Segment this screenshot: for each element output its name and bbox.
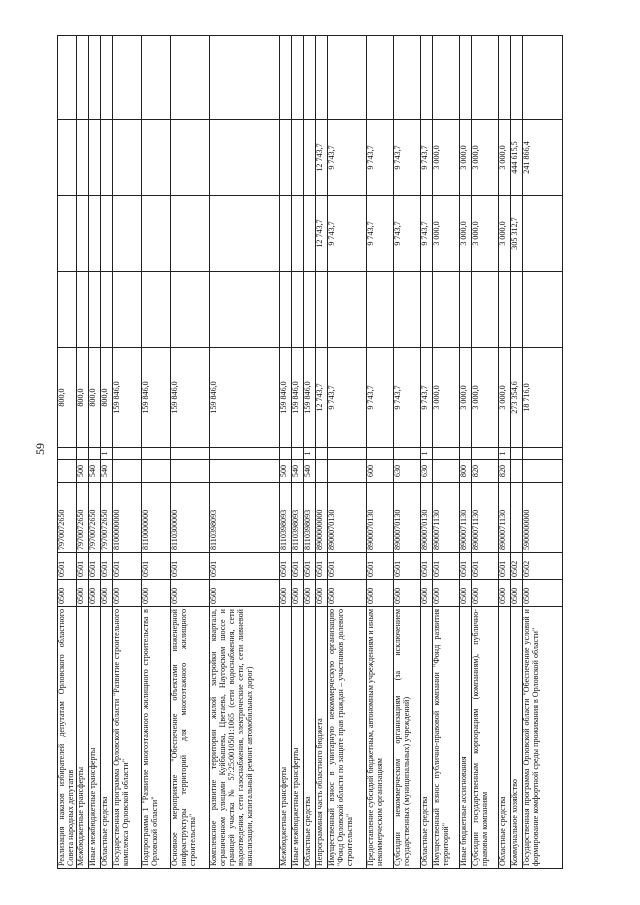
row-target-article: 7970072650 [77, 483, 89, 553]
row-subsection-code: 0501 [292, 553, 304, 580]
row-name: Областные средства [101, 607, 113, 869]
row-funding-code [77, 448, 89, 460]
row-amount-3: 305 312,7 [511, 196, 523, 272]
row-amount-4: 9 743,7 [328, 120, 367, 196]
table-row [58, 36, 77, 869]
row-amount-2 [523, 272, 563, 348]
row-amount-2 [499, 272, 511, 348]
row-amount-1: 800,0 [77, 348, 89, 448]
row-amount-3 [113, 196, 142, 272]
row-expense-type: 540 [304, 460, 316, 483]
row-amount-5 [292, 36, 304, 120]
row-amount-2 [304, 272, 316, 348]
table-row [142, 36, 171, 869]
row-amount-1: 273 354,6 [511, 348, 523, 448]
row-name: Реализация наказов избирателей депутатам Орловского областного Совета народных депутатов [58, 607, 77, 869]
row-funding-code: 1 [499, 448, 511, 460]
row-amount-5 [210, 36, 280, 120]
row-name: Непрограммная часть областного бюджета [316, 607, 328, 869]
row-expense-type: 600 [367, 460, 394, 483]
rotated-table-container [57, 36, 540, 869]
row-name: Межбюджетные трансферты [280, 607, 292, 869]
table-row [171, 36, 210, 869]
row-amount-1: 9 743,7 [328, 348, 367, 448]
row-amount-5 [523, 36, 563, 120]
row-section-code: 0500 [316, 580, 328, 607]
row-amount-3 [142, 196, 171, 272]
row-section-code: 0500 [472, 580, 499, 607]
row-subsection-code: 0501 [367, 553, 394, 580]
row-amount-2 [460, 272, 472, 348]
row-amount-3: 9 743,7 [367, 196, 394, 272]
row-amount-5 [58, 36, 77, 120]
row-amount-5 [89, 36, 101, 120]
row-subsection-code: 0501 [460, 553, 472, 580]
row-expense-type: 630 [421, 460, 433, 483]
row-amount-1: 159 846,0 [280, 348, 292, 448]
table-row [101, 36, 113, 869]
row-target-article: 7970072650 [58, 483, 77, 553]
row-section-code: 0500 [280, 580, 292, 607]
row-target-article: 8100000000 [113, 483, 142, 553]
row-subsection-code: 0502 [511, 553, 523, 580]
row-amount-1: 12 743,7 [316, 348, 328, 448]
row-target-article: 8110398093 [304, 483, 316, 553]
row-section-code: 0500 [58, 580, 77, 607]
row-funding-code: 1 [304, 448, 316, 460]
row-name: Областные средства [421, 607, 433, 869]
row-target-article: 8900070130 [367, 483, 394, 553]
table-row [511, 36, 523, 869]
row-amount-4 [77, 120, 89, 196]
row-funding-code [328, 448, 367, 460]
row-amount-3 [77, 196, 89, 272]
row-section-code: 0500 [292, 580, 304, 607]
row-name: Субсидии государственным корпорациям (компаниям), публично-правовым компаниям [472, 607, 499, 869]
row-amount-5 [101, 36, 113, 120]
row-amount-5 [367, 36, 394, 120]
row-amount-5 [394, 36, 421, 120]
row-expense-type: 540 [89, 460, 101, 483]
row-subsection-code: 0501 [101, 553, 113, 580]
row-amount-1: 159 846,0 [171, 348, 210, 448]
row-amount-1: 159 846,0 [142, 348, 171, 448]
row-target-article: 8900071130 [433, 483, 460, 553]
row-amount-2 [210, 272, 280, 348]
row-amount-3 [58, 196, 77, 272]
row-funding-code [394, 448, 421, 460]
row-target-article: 7970072650 [101, 483, 113, 553]
row-amount-5 [113, 36, 142, 120]
row-name: Иные межбюджетные трансферты [292, 607, 304, 869]
row-expense-type [433, 460, 460, 483]
table-row [523, 36, 563, 869]
row-amount-4 [210, 120, 280, 196]
table-row [367, 36, 394, 869]
row-amount-3: 9 743,7 [394, 196, 421, 272]
row-name: Государственная программа Орловской области "Развитие строительного комплекса Орловской области" [113, 607, 142, 869]
table-row [210, 36, 280, 869]
row-subsection-code: 0501 [394, 553, 421, 580]
row-section-code: 0500 [101, 580, 113, 607]
row-amount-4: 241 866,4 [523, 120, 563, 196]
row-subsection-code: 0501 [113, 553, 142, 580]
row-amount-5 [511, 36, 523, 120]
row-amount-3 [523, 196, 563, 272]
row-subsection-code: 0501 [433, 553, 460, 580]
row-amount-2 [433, 272, 460, 348]
row-expense-type: 800 [460, 460, 472, 483]
row-amount-2 [113, 272, 142, 348]
row-amount-4 [304, 120, 316, 196]
budget-table-body [58, 36, 563, 869]
row-section-code: 0500 [171, 580, 210, 607]
row-amount-3 [171, 196, 210, 272]
row-target-article: 8900071130 [499, 483, 511, 553]
row-amount-1: 800,0 [89, 348, 101, 448]
row-section-code: 0500 [433, 580, 460, 607]
row-amount-4: 9 743,7 [421, 120, 433, 196]
row-amount-1: 3 000,0 [499, 348, 511, 448]
row-target-article: 8900070130 [328, 483, 367, 553]
row-subsection-code: 0501 [210, 553, 280, 580]
row-amount-4: 12 743,7 [316, 120, 328, 196]
row-target-article [511, 483, 523, 553]
row-amount-4: 9 743,7 [367, 120, 394, 196]
row-subsection-code: 0501 [304, 553, 316, 580]
row-section-code: 0500 [511, 580, 523, 607]
row-target-article: 8900071130 [472, 483, 499, 553]
row-name: Межбюджетные трансферты [77, 607, 89, 869]
row-expense-type [58, 460, 77, 483]
row-subsection-code: 0501 [316, 553, 328, 580]
row-amount-4 [101, 120, 113, 196]
row-amount-2 [77, 272, 89, 348]
table-row [77, 36, 89, 869]
row-expense-type [328, 460, 367, 483]
row-amount-2 [142, 272, 171, 348]
row-section-code: 0500 [328, 580, 367, 607]
row-name: Комплексное развитие территории жилой застройки квартала, ограниченном улицами Куйбышева, Цветаева, Наугорским шоссе и границей участка № 57:25:0010501:1065 (сети водоснабжения, сети водоотведения, сети газоснабжения, электрические сети, сети ливневой канализации, капитальный ремонт автомобильных дорог) [210, 607, 280, 869]
row-name: Предоставление субсидий бюджетным, автономным учреждениям и иным некоммерческим организациям [367, 607, 394, 869]
table-row [113, 36, 142, 869]
row-amount-5 [316, 36, 328, 120]
table-row [89, 36, 101, 869]
row-expense-type: 540 [101, 460, 113, 483]
row-amount-1: 18 716,0 [523, 348, 563, 448]
row-amount-2 [89, 272, 101, 348]
row-target-article: 5900000000 [523, 483, 563, 553]
row-amount-5 [280, 36, 292, 120]
row-section-code: 0500 [304, 580, 316, 607]
row-funding-code [171, 448, 210, 460]
row-amount-1: 9 743,7 [421, 348, 433, 448]
row-funding-code [472, 448, 499, 460]
row-amount-2 [394, 272, 421, 348]
row-amount-4: 3 000,0 [499, 120, 511, 196]
row-amount-1: 3 000,0 [472, 348, 499, 448]
row-amount-3 [210, 196, 280, 272]
row-funding-code [280, 448, 292, 460]
row-amount-3: 9 743,7 [421, 196, 433, 272]
row-amount-3: 9 743,7 [328, 196, 367, 272]
row-amount-4 [280, 120, 292, 196]
table-row [421, 36, 433, 869]
row-amount-3 [89, 196, 101, 272]
row-section-code: 0500 [421, 580, 433, 607]
row-amount-4: 444 615,5 [511, 120, 523, 196]
row-section-code: 0500 [523, 580, 563, 607]
table-row [292, 36, 304, 869]
row-expense-type: 540 [292, 460, 304, 483]
row-section-code: 0500 [367, 580, 394, 607]
row-expense-type [511, 460, 523, 483]
row-amount-2 [367, 272, 394, 348]
row-section-code: 0500 [394, 580, 421, 607]
row-section-code: 0500 [210, 580, 280, 607]
row-expense-type: 820 [499, 460, 511, 483]
row-subsection-code: 0501 [472, 553, 499, 580]
page-number: 59 [33, 443, 47, 455]
row-expense-type [171, 460, 210, 483]
row-amount-2 [511, 272, 523, 348]
row-name: Государственная программа Орловской области "Обеспечение условий и формирование комфортной среды проживания в Орловской области" [523, 607, 563, 869]
row-target-article: 8110300000 [171, 483, 210, 553]
row-target-article: 8900070130 [394, 483, 421, 553]
row-amount-3: 3 000,0 [472, 196, 499, 272]
row-funding-code [113, 448, 142, 460]
row-funding-code [142, 448, 171, 460]
row-subsection-code: 0501 [77, 553, 89, 580]
row-funding-code [89, 448, 101, 460]
row-amount-3 [101, 196, 113, 272]
table-row [499, 36, 511, 869]
row-amount-2 [280, 272, 292, 348]
row-amount-3: 3 000,0 [433, 196, 460, 272]
row-amount-2 [421, 272, 433, 348]
budget-sheet [57, 36, 540, 869]
row-subsection-code: 0501 [280, 553, 292, 580]
row-expense-type: 820 [472, 460, 499, 483]
row-amount-2 [328, 272, 367, 348]
row-funding-code [58, 448, 77, 460]
row-name: Основное мероприятие "Обеспечение объектами инженерной инфраструктуры территорий для многоэтажного жилищного строительства" [171, 607, 210, 869]
row-amount-5 [433, 36, 460, 120]
row-amount-3: 12 743,7 [316, 196, 328, 272]
row-amount-3: 3 000,0 [460, 196, 472, 272]
row-amount-1: 159 846,0 [292, 348, 304, 448]
row-amount-2 [171, 272, 210, 348]
row-amount-4: 9 743,7 [394, 120, 421, 196]
row-section-code: 0500 [113, 580, 142, 607]
row-amount-3 [280, 196, 292, 272]
row-amount-2 [101, 272, 113, 348]
row-amount-4 [171, 120, 210, 196]
row-expense-type [523, 460, 563, 483]
row-amount-2 [292, 272, 304, 348]
row-funding-code: 1 [101, 448, 113, 460]
row-name: Имущественный взнос в унитарную некоммерческую организацию "Фонд Орловской области по защите прав граждан – участников долевого строительства" [328, 607, 367, 869]
row-amount-3 [304, 196, 316, 272]
row-subsection-code: 0501 [142, 553, 171, 580]
row-amount-2 [316, 272, 328, 348]
row-amount-1: 3 000,0 [460, 348, 472, 448]
row-subsection-code: 0501 [421, 553, 433, 580]
row-target-article: 8110000000 [142, 483, 171, 553]
row-funding-code [511, 448, 523, 460]
row-amount-1: 800,0 [58, 348, 77, 448]
row-target-article: 8110398093 [292, 483, 304, 553]
row-amount-5 [142, 36, 171, 120]
row-amount-2 [58, 272, 77, 348]
row-expense-type [142, 460, 171, 483]
row-expense-type: 500 [280, 460, 292, 483]
row-name: Подпрограмма 1 "Развитие многоэтажного жилищного строительства в Орловской области" [142, 607, 171, 869]
row-name: Субсидии некоммерческим организациям (за исключением государственных (муниципальных) учреждений) [394, 607, 421, 869]
row-name: Иные межбюджетные трансферты [89, 607, 101, 869]
row-amount-5 [77, 36, 89, 120]
row-amount-4 [58, 120, 77, 196]
row-amount-4: 3 000,0 [460, 120, 472, 196]
row-funding-code [210, 448, 280, 460]
row-expense-type [113, 460, 142, 483]
row-target-article: 8900071130 [460, 483, 472, 553]
row-amount-5 [304, 36, 316, 120]
row-amount-5 [421, 36, 433, 120]
budget-table [57, 35, 563, 869]
table-row [460, 36, 472, 869]
row-amount-4 [142, 120, 171, 196]
row-amount-1: 9 743,7 [394, 348, 421, 448]
row-section-code: 0500 [499, 580, 511, 607]
row-amount-2 [472, 272, 499, 348]
row-amount-1: 3 000,0 [433, 348, 460, 448]
row-name: Имущественный взнос публично-правовой компании "Фонд развития территорий" [433, 607, 460, 869]
row-target-article: 8900000000 [316, 483, 328, 553]
row-amount-1: 159 846,0 [210, 348, 280, 448]
row-funding-code [523, 448, 563, 460]
row-amount-4: 3 000,0 [472, 120, 499, 196]
row-target-article: 8900070130 [421, 483, 433, 553]
row-amount-3: 3 000,0 [499, 196, 511, 272]
row-funding-code [292, 448, 304, 460]
row-section-code: 0500 [142, 580, 171, 607]
row-amount-1: 159 846,0 [113, 348, 142, 448]
row-amount-4: 3 000,0 [433, 120, 460, 196]
row-amount-5 [328, 36, 367, 120]
table-row [472, 36, 499, 869]
table-row [328, 36, 367, 869]
row-funding-code [367, 448, 394, 460]
row-expense-type [210, 460, 280, 483]
row-subsection-code: 0501 [89, 553, 101, 580]
row-section-code: 0500 [89, 580, 101, 607]
row-subsection-code: 0501 [499, 553, 511, 580]
row-name: Коммунальное хозяйство [511, 607, 523, 869]
row-amount-5 [499, 36, 511, 120]
row-expense-type: 630 [394, 460, 421, 483]
row-expense-type [316, 460, 328, 483]
row-funding-code [316, 448, 328, 460]
row-amount-1: 800,0 [101, 348, 113, 448]
row-name: Областные средства [499, 607, 511, 869]
row-amount-5 [472, 36, 499, 120]
row-amount-1: 159 846,0 [304, 348, 316, 448]
row-funding-code [460, 448, 472, 460]
row-amount-4 [292, 120, 304, 196]
row-subsection-code: 0501 [328, 553, 367, 580]
row-expense-type: 500 [77, 460, 89, 483]
row-subsection-code: 0501 [171, 553, 210, 580]
table-row [433, 36, 460, 869]
row-section-code: 0500 [460, 580, 472, 607]
row-target-article: 7970072650 [89, 483, 101, 553]
row-amount-1: 9 743,7 [367, 348, 394, 448]
table-row [304, 36, 316, 869]
row-name: Иные бюджетные ассигнования [460, 607, 472, 869]
row-amount-4 [113, 120, 142, 196]
row-subsection-code: 0502 [523, 553, 563, 580]
row-section-code: 0500 [77, 580, 89, 607]
row-amount-5 [460, 36, 472, 120]
row-target-article: 8110398093 [210, 483, 280, 553]
row-funding-code [433, 448, 460, 460]
row-amount-3 [292, 196, 304, 272]
table-row [280, 36, 292, 869]
table-row [394, 36, 421, 869]
row-name: Областные средства [304, 607, 316, 869]
row-amount-5 [171, 36, 210, 120]
row-subsection-code: 0501 [58, 553, 77, 580]
row-funding-code: 1 [421, 448, 433, 460]
row-amount-4 [89, 120, 101, 196]
table-row [316, 36, 328, 869]
row-target-article: 8110398093 [280, 483, 292, 553]
